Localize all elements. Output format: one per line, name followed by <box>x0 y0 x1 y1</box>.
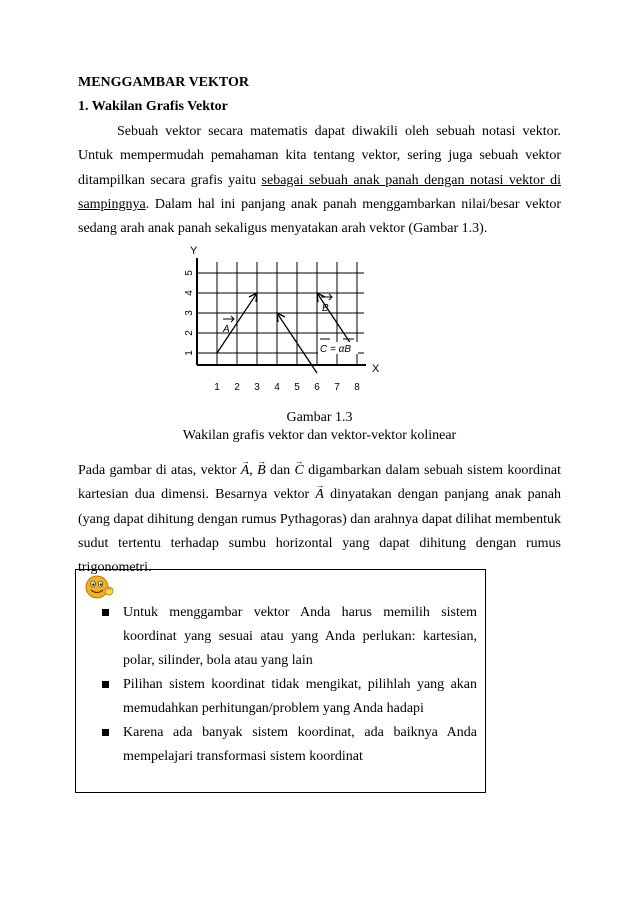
figure-caption-text: Wakilan grafis vektor dan vektor-vektor kolinear <box>182 428 457 443</box>
x-tick-2: 2 <box>234 382 240 393</box>
vector-grid-figure <box>176 240 388 400</box>
tip-item-1 <box>102 601 477 673</box>
tips-box <box>75 569 486 793</box>
x-tick-6: 6 <box>314 382 320 393</box>
bullet-icon <box>102 729 109 736</box>
vector-b-label: B <box>322 303 329 314</box>
tip-text-2: Pilihan sistem koordinat tidak mengikat, pilihlah yang akan memudahkan perhitungan/problem yang Anda hadapi <box>123 677 477 716</box>
y-tick-5: 5 <box>184 270 195 276</box>
x-tick-8: 8 <box>354 382 360 393</box>
x-axis-label: X <box>372 363 380 375</box>
x-tick-3: 3 <box>254 382 260 393</box>
tip-item-2 <box>102 673 477 721</box>
explanation-text-3: dan <box>265 463 295 478</box>
y-tick-3: 3 <box>184 310 195 316</box>
vector-b-symbol-arrow <box>321 294 332 300</box>
tip-text-3: Karena ada banyak sistem koordinat, ada baiknya Anda mempelajari transformasi sistem koordinat <box>123 725 477 764</box>
vector-a-symbol: → A <box>241 459 250 483</box>
y-axis-label: Y <box>190 245 198 257</box>
section-heading: 1. Wakilan Grafis Vektor <box>78 99 228 114</box>
vector-c-label: C = αB <box>320 344 351 355</box>
vector-a-symbol-arrow <box>223 316 234 322</box>
smiley-emoticon-icon <box>83 573 115 601</box>
explanation-text-5: dinyatakan dengan panjang anak panah (yang dapat dihitung dengan rumus Pythagoras) dan arahnya dapat dilihat membentuk sudut tertentu terhadap sumbu horizontal yang dapat dihitung dengan rumus trigonometri. <box>78 487 561 576</box>
intro-text-2: . Dalam hal ini panjang anak panah menggambarkan nilai/besar vektor sedang arah anak panah sekaligus menyatakan arah vektor (Gambar 1.3). <box>78 196 561 237</box>
tips-list <box>102 601 477 769</box>
y-tick-4: 4 <box>184 290 195 296</box>
bullet-icon <box>102 609 109 616</box>
y-tick-1: 1 <box>184 350 195 356</box>
intro-underlined-text: sebagai sebuah anak panah dengan notasi vektor di sampingnya <box>78 172 561 212</box>
vector-c-symbol: → C <box>294 459 303 483</box>
tip-item-3 <box>102 721 477 769</box>
x-tick-labels <box>214 382 360 393</box>
bullet-icon <box>102 681 109 688</box>
vector-b-symbol: → B <box>257 459 266 483</box>
figure-caption-number: Gambar 1.3 <box>286 410 353 425</box>
vector-a-label: A <box>223 324 230 335</box>
intro-text-1: Sebuah vektor secara matematis dapat diwakili oleh sebuah notasi vektor. Untuk mempermudah pemahaman kita tentang vektor, sering juga sebuah vektor ditampilkan secara grafis yaitu <box>78 124 561 188</box>
y-tick-2: 2 <box>184 330 195 336</box>
tip-text-1: Untuk menggambar vektor Anda harus memilih sistem koordinat yang sesuai atau yang Anda perlukan: kartesian, polar, silinder, bola atau yang lain <box>123 605 477 668</box>
x-tick-1: 1 <box>214 382 220 393</box>
x-tick-5: 5 <box>294 382 300 393</box>
explanation-paragraph <box>78 459 561 580</box>
page-title: MENGGAMBAR VEKTOR <box>78 75 249 90</box>
explanation-text-1: Pada gambar di atas, vektor <box>78 463 241 478</box>
x-tick-4: 4 <box>274 382 280 393</box>
explanation-text-4: digambarkan dalam sebuah sistem koordinat kartesian dua dimensi. Besarnya vektor <box>78 463 561 503</box>
vector-a-symbol-2: → A <box>315 483 324 507</box>
x-tick-7: 7 <box>334 382 340 393</box>
y-tick-labels <box>184 270 195 356</box>
explanation-text-2: , <box>249 463 258 478</box>
intro-paragraph <box>78 120 561 241</box>
